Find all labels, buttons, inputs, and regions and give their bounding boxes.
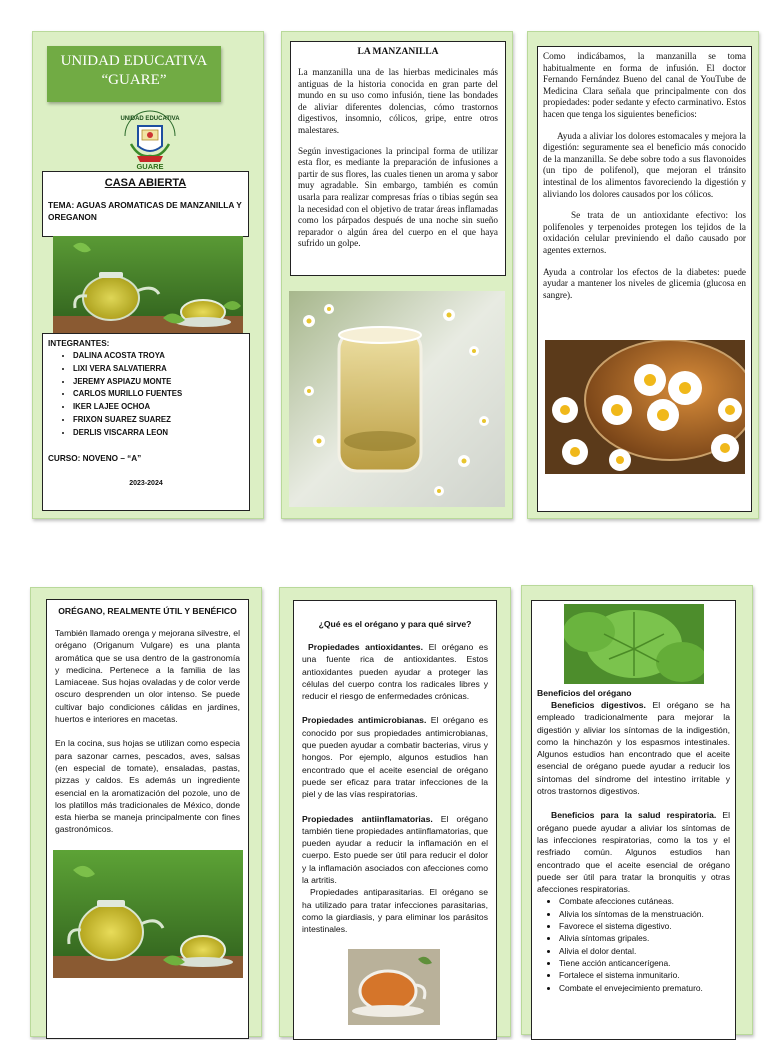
benefits-paragraph-1: Como indicábamos, la manzanilla se toma habitualmente en forma de infusión. El doctor Fernando Fernández Bueno del canal de YouTube de Medicina Clara señala que principalmente con dos propiedades: poder sedante y efecto carminativo. Estos hacen que tenga los siguientes beneficios:	[543, 51, 746, 119]
chamomile-title: LA MANZANILLA	[357, 47, 439, 57]
benefits-paragraph-4: Ayuda a controlar los efectos de la diabetes: puede ayudar a mantener los niveles de glicemia (glucosa en sangre).	[543, 266, 746, 300]
benefit-item: • Combate afecciones cutáneas.	[559, 895, 730, 907]
benefits-bullet-list	[537, 895, 730, 993]
oregano-panel	[30, 587, 262, 1037]
oregano-benefits-panel	[521, 585, 753, 1035]
school-name-line1: UNIDAD EDUCATIVA	[60, 53, 208, 69]
member-item: • DALINA ACOSTA TROYA	[73, 350, 249, 363]
antiparasitic-paragraph: Propiedades antiparasitarias. El orégano se ha utilizado para tratar infecciones parasitarias, como la giardiasis, y para eliminar los parásitos intestinales.	[302, 887, 488, 935]
school-name-line2: “GUARE”	[101, 72, 167, 88]
tea-photo-2	[53, 850, 243, 978]
year-text: 2023-2024	[129, 479, 163, 487]
oregano-title: ORÉGANO, REALMENTE ÚTIL Y BENÉFICO	[58, 606, 237, 616]
benefit-item: • Alivia los síntomas de la menstruación.	[559, 908, 730, 920]
digestive-text: El orégano se ha empleado tradicionalmente para mejorar la digestión y aliviar los síntomas de la indigestión, como la hinchazón y los espasmos intestinales. Algunos estudios han encontrado que el aceite esencial de orégano puede ayudar a reducir los síntomas del síndrome del intestino irritable y otros trastornos digestivos.	[537, 700, 730, 797]
chamomile-panel	[281, 31, 513, 519]
chamomile-paragraph-2: Según investigaciones la principal forma de utilizar esta flor, es mediante la preparación de infusiones a partir de sus flores, las cuales tienen un aroma y sabor muy agradable. Sin embargo, también es común usarla para realizar compresas frías o tibias según sea la necesidad con el objetivo de tratar áreas inflamadas como los párpados después de una noche sin sueño reparador o algún área del cuerpo en el que haya sufrido un golpe.	[298, 145, 498, 249]
member-item: • IKER LAJEE OCHOA	[73, 401, 249, 414]
antimicrobial-paragraph	[302, 714, 488, 800]
school-crest-logo	[117, 106, 183, 170]
member-item: • DERLIS VISCARRA LEON	[73, 427, 249, 440]
oregano-leaves-photo	[564, 604, 704, 684]
digestive-heading: Beneficios digestivos.	[551, 700, 646, 710]
topic-text: TEMA: AGUAS AROMATICAS DE MANZANILLA Y OREGANON	[48, 200, 242, 222]
benefit-item: • Alivia síntomas gripales.	[559, 932, 730, 944]
svg-text:UNIDAD EDUCATIVA: UNIDAD EDUCATIVA	[120, 116, 180, 122]
benefit-item: • Fortalece el sistema inmunitario.	[559, 969, 730, 981]
digestive-paragraph	[537, 699, 730, 797]
oregano-uses-panel	[279, 587, 511, 1037]
red-tea-photo	[348, 949, 440, 1025]
event-box	[42, 171, 249, 237]
respiratory-paragraph	[537, 809, 730, 895]
chamomile-text-box	[290, 41, 506, 276]
tea-photo	[53, 236, 243, 333]
chamomile-flowers-photo	[545, 340, 745, 474]
benefit-item: • Tiene acción anticancerígena.	[559, 957, 730, 969]
benefit-item: • Favorece el sistema digestivo.	[559, 920, 730, 932]
respiratory-text: El orégano puede ayudar a aliviar los síntomas de las infecciones respiratorias, como la tos y el resfriado común. Algunos estudios han encontrado que el aceite esencial de orégano puede ser útil para tratar la bronquitis y otras afecciones respiratorias.	[537, 810, 730, 895]
oregano-paragraph-1: También llamado orenga y mejorana silvestre, el orégano (Origanum Vulgare) es una planta aromática que se usa dentro de la gastronomía y medicina. Pertenece a la familia de las Lamiaceae. Sus hojas ovaladas y de color verde oscuro desprenden un olor intenso. Se puede cultivar bajo condiciones cálidas en jardines, huertos e interiores en macetas.	[55, 628, 240, 725]
crest-guare-text: GUARE	[136, 162, 164, 170]
course-text: CURSO: NOVENO – “A”	[48, 453, 142, 463]
antioxidant-paragraph	[302, 641, 488, 702]
members-label: INTEGRANTES:	[48, 339, 110, 348]
chamomile-tea-photo	[289, 291, 505, 507]
antiinflammatory-heading: Propiedades antiinflamatorias.	[302, 813, 433, 824]
antioxidant-heading: Propiedades antioxidantes.	[308, 642, 423, 652]
member-item: • CARLOS MURILLO FUENTES	[73, 388, 249, 401]
chamomile-paragraph-1: La manzanilla una de las hierbas medicinales más antiguas de la historia conocida en gran parte del mundo en su uso como infusión, tiene las bondades de aliviar diferentes dolencias, cómo trastornos digestivos, insomnio, cólicos, gripe, entre otros malestares.	[298, 67, 498, 135]
members-list	[43, 350, 249, 440]
antimicrobial-heading: Propiedades antimicrobianas.	[302, 715, 427, 726]
antimicrobial-text: El orégano es conocido por sus propiedades antimicrobianas, que pueden ayudar a combatir bacterias, virus y hongos. Por ejemplo, algunos estudios han encontrado que el aceite esencial de orégano puede ser eficaz para tratar infecciones de la piel y de las vías respiratorias.	[302, 715, 488, 800]
respiratory-heading: Beneficios para la salud respiratoria.	[551, 810, 717, 821]
benefit-item: • Alivia el dolor dental.	[559, 945, 730, 957]
antiinflammatory-paragraph	[302, 813, 488, 887]
event-title: CASA ABIERTA	[104, 177, 187, 189]
antiinflammatory-text: El orégano también tiene propiedades antiinflamatorias, que pueden ayudar a reducir la inflamación en el cuerpo. Esto puede ser útil para reducir el dolor y la inflamación asociados con afecciones como la artritis.	[302, 813, 488, 886]
oregano-benefits-title: Beneficios del orégano	[537, 688, 632, 698]
benefits-paragraph-3: Se trata de un antioxidante efectivo: los polifenoles y terpenoides protegen los tejidos de la oxidación celular previniendo el daño causado por agentes externos.	[543, 210, 746, 255]
oregano-question: ¿Qué es el orégano y para qué sirve?	[318, 619, 472, 629]
chamomile-benefits-panel	[527, 31, 759, 519]
benefits-paragraph-2: Ayuda a aliviar los dolores estomacales y mejora la digestión: seguramente sea el beneficio más conocido de la manzanilla. Se debe sobre todo a sus flavonoides (un tipo de polifenol), que mejoran el tránsito intestinal de los alimentos favoreciendo la digestión y aliviando los dolores causados por los cólicos.	[543, 130, 746, 199]
member-item: • JEREMY ASPIAZU MONTE	[73, 376, 249, 389]
members-box	[42, 333, 250, 511]
school-banner	[47, 46, 221, 102]
cover-panel	[32, 31, 264, 519]
benefit-item: • Combate el envejecimiento prematuro.	[559, 982, 730, 994]
oregano-paragraph-2: En la cocina, sus hojas se utilizan como especia para sazonar carnes, pescados, aves, salsas (en especial de tomate), ensaladas, pastas, pizzas y caldos. Es además un ingrediente esencial en la aromatización del pozole, uno de los platillos más tradicionales de México, donde esta hierba se maneja principalmente con fines gastronómicos.	[55, 738, 240, 835]
antioxidant-text: El orégano es una fuente rica de antioxidantes. Estos antioxidantes pueden ayudar a proteger las células del cuerpo contra los radicales libres y reducir el riesgo de enfermedades crónicas.	[302, 642, 489, 702]
member-item: • LIXI VERA SALVATIERRA	[73, 363, 249, 376]
oregano-benefits-box	[531, 600, 736, 1040]
member-item: • FRIXON SUAREZ SUAREZ	[73, 414, 249, 427]
